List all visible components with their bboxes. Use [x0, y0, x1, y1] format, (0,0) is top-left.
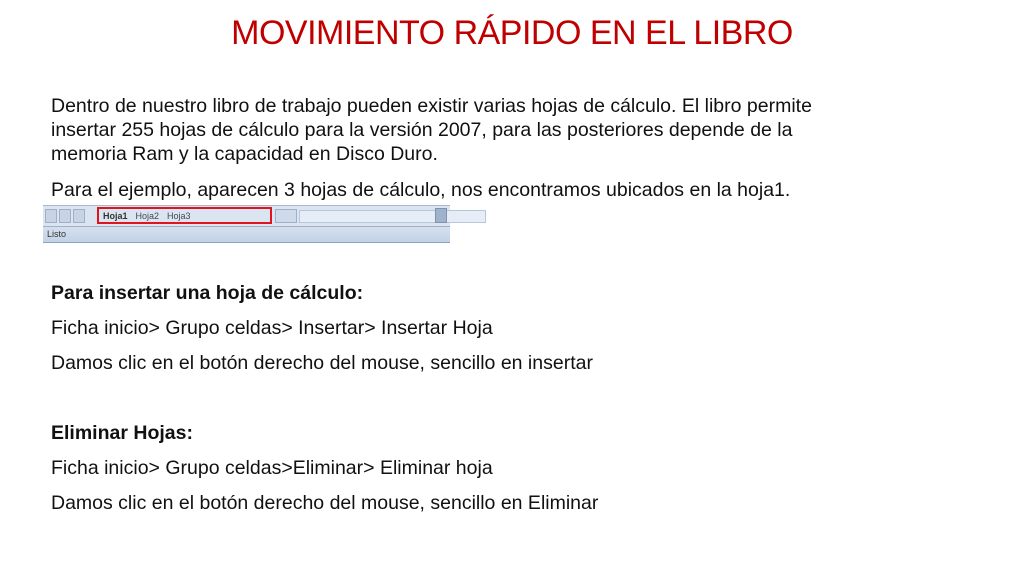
insert-step-1: Ficha inicio> Grupo celdas> Insertar> Insertar Hoja: [51, 317, 493, 339]
excel-sheet-tabs-screenshot: [43, 205, 450, 243]
first-sheet-icon[interactable]: [45, 209, 57, 223]
sheet-tabs-highlight: [97, 207, 272, 224]
intro-line-1: Dentro de nuestro libro de trabajo pueden existir varias hojas de cálculo. El libro permite: [51, 95, 812, 117]
slide-title: MOVIMIENTO RÁPIDO EN EL LIBRO: [231, 14, 793, 52]
delete-step-1: Ficha inicio> Grupo celdas>Eliminar> Eliminar hoja: [51, 457, 493, 479]
insert-sheet-icon[interactable]: [275, 209, 297, 223]
intro-line-3: memoria Ram y la capacidad en Disco Duro.: [51, 143, 438, 165]
sheet-tab-hoja1[interactable]: Hoja1: [103, 210, 128, 221]
insert-heading: Para insertar una hoja de cálculo:: [51, 282, 364, 304]
horizontal-scrollbar[interactable]: [299, 210, 486, 223]
sheet-tab-hoja3[interactable]: Hoja3: [167, 210, 191, 221]
sheet-nav-arrows[interactable]: [45, 209, 93, 223]
status-bar: Listo: [43, 226, 450, 242]
next-sheet-icon[interactable]: [73, 209, 85, 223]
delete-heading: Eliminar Hojas:: [51, 422, 193, 444]
prev-sheet-icon[interactable]: [59, 209, 71, 223]
delete-step-2: Damos clic en el botón derecho del mouse, sencillo en Eliminar: [51, 492, 599, 514]
example-text: Para el ejemplo, aparecen 3 hojas de cálculo, nos encontramos ubicados en la hoja1.: [51, 179, 791, 201]
insert-step-2: Damos clic en el botón derecho del mouse, sencillo en insertar: [51, 352, 593, 374]
intro-line-2: insertar 255 hojas de cálculo para la versión 2007, para las posteriores depende de la: [51, 119, 793, 141]
scroll-thumb-icon[interactable]: [435, 208, 447, 223]
sheet-tab-hoja2[interactable]: Hoja2: [135, 210, 160, 221]
